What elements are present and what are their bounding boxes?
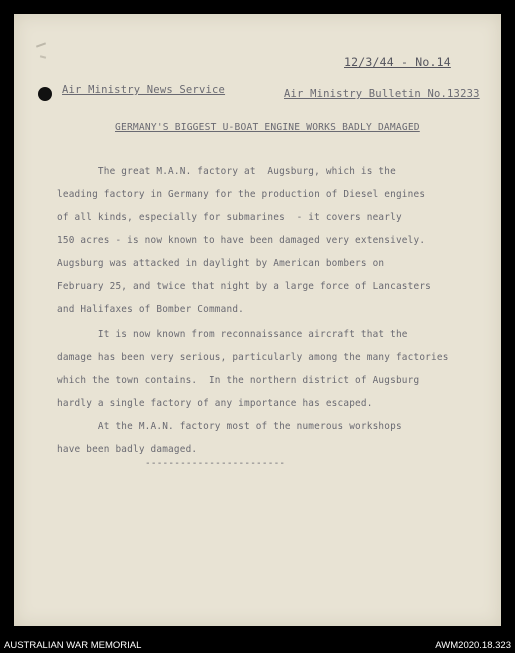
document-body bbox=[57, 160, 477, 461]
text-line: hardly a single factory of any importance has escaped. bbox=[57, 398, 373, 409]
paragraph-1 bbox=[57, 160, 477, 321]
text-line: 150 acres - is now known to have been damaged very extensively. bbox=[57, 235, 426, 246]
text-line: The great M.A.N. factory at Augsburg, which is the bbox=[57, 166, 396, 177]
bulletin-number-header: Air Ministry Bulletin No.13233 bbox=[284, 88, 480, 100]
paragraph-3 bbox=[57, 415, 477, 461]
document-page bbox=[14, 14, 501, 626]
text-line: damage has been very serious, particularly among the many factories bbox=[57, 352, 449, 363]
footer-bar bbox=[0, 637, 515, 653]
paragraph-2 bbox=[57, 323, 477, 415]
punch-hole bbox=[38, 87, 52, 101]
text-line: Augsburg was attacked in daylight by American bombers on bbox=[57, 258, 385, 269]
text-line: It is now known from reconnaissance aircraft that the bbox=[57, 329, 408, 340]
text-line: of all kinds, especially for submarines - it covers nearly bbox=[57, 212, 402, 223]
paper-mark bbox=[36, 42, 46, 47]
news-service-header: Air Ministry News Service bbox=[62, 84, 226, 96]
document-title: GERMANY'S BIGGEST U-BOAT ENGINE WORKS BADLY DAMAGED bbox=[115, 122, 420, 133]
text-line: February 25, and twice that night by a large force of Lancasters bbox=[57, 281, 432, 292]
paper-mark bbox=[40, 55, 46, 58]
text-line: which the town contains. In the northern district of Augsburg bbox=[57, 375, 420, 386]
text-line: and Halifaxes of Bomber Command. bbox=[57, 304, 245, 315]
footer-credit: AUSTRALIAN WAR MEMORIAL bbox=[4, 640, 142, 651]
text-line: have been badly damaged. bbox=[57, 444, 198, 455]
text-line: At the M.A.N. factory most of the numerous workshops bbox=[57, 421, 402, 432]
footer-accession-number: AWM2020.18.323 bbox=[435, 640, 511, 651]
text-line: leading factory in Germany for the production of Diesel engines bbox=[57, 189, 426, 200]
date-number: 12/3/44 - No.14 bbox=[344, 55, 451, 69]
end-rule: ------------------------ bbox=[145, 458, 286, 469]
